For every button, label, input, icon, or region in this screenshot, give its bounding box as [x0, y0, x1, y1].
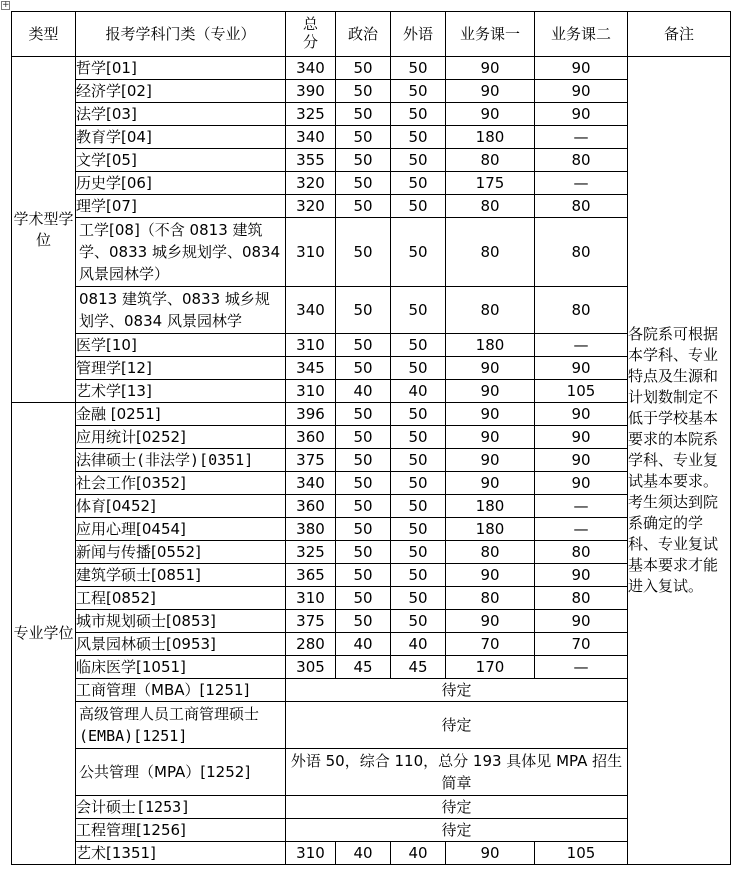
- politics-cell: 50: [336, 287, 391, 334]
- language-cell: 50: [391, 334, 446, 357]
- subject-cell: 体育[0452]: [76, 495, 286, 518]
- language-cell: 50: [391, 587, 446, 610]
- table-row: [12, 80, 731, 103]
- total-cell: 320: [286, 195, 336, 218]
- language-cell: 40: [391, 842, 446, 865]
- table-row: [12, 702, 731, 749]
- course2-cell: —: [535, 172, 628, 195]
- language-cell: 50: [391, 610, 446, 633]
- total-cell: 310: [286, 587, 336, 610]
- total-cell: 320: [286, 172, 336, 195]
- merged-score-cell: 待定: [286, 679, 628, 702]
- politics-cell: 50: [336, 80, 391, 103]
- table-row: [12, 426, 731, 449]
- header-politics: 政治: [336, 12, 391, 57]
- politics-cell: 50: [336, 403, 391, 426]
- course1-cell: 170: [446, 656, 535, 679]
- subject-cell: 医学[10]: [76, 334, 286, 357]
- language-cell: 50: [391, 172, 446, 195]
- header-course2: 业务课二: [535, 12, 628, 57]
- politics-cell: 50: [336, 518, 391, 541]
- table-row: [12, 842, 731, 865]
- subject-cell: 建筑学硕士[0851]: [76, 564, 286, 587]
- course1-cell: 90: [446, 380, 535, 403]
- table-row: [12, 587, 731, 610]
- subject-cell: 教育学[04]: [76, 126, 286, 149]
- course2-cell: 90: [535, 357, 628, 380]
- table-row: [12, 172, 731, 195]
- table-header-row: [12, 12, 731, 57]
- course2-cell: 80: [535, 287, 628, 334]
- politics-cell: 50: [336, 610, 391, 633]
- language-cell: 40: [391, 380, 446, 403]
- total-cell: 310: [286, 334, 336, 357]
- course2-cell: 80: [535, 541, 628, 564]
- subject-cell: 城市规划硕士[0853]: [76, 610, 286, 633]
- course2-cell: 80: [535, 587, 628, 610]
- total-cell: 340: [286, 472, 336, 495]
- course2-cell: 90: [535, 103, 628, 126]
- course1-cell: 80: [446, 287, 535, 334]
- course1-cell: 90: [446, 103, 535, 126]
- course2-cell: 90: [535, 610, 628, 633]
- course1-cell: 70: [446, 633, 535, 656]
- table-row: [12, 149, 731, 172]
- table-row: [12, 541, 731, 564]
- subject-cell: 新闻与传播[0552]: [76, 541, 286, 564]
- total-cell: 365: [286, 564, 336, 587]
- course1-cell: 90: [446, 610, 535, 633]
- course1-cell: 90: [446, 564, 535, 587]
- total-cell: 390: [286, 80, 336, 103]
- language-cell: 40: [391, 633, 446, 656]
- header-remarks: 备注: [628, 12, 731, 57]
- total-cell: 325: [286, 103, 336, 126]
- subject-cell: 应用心理[0454]: [76, 518, 286, 541]
- course2-cell: 80: [535, 218, 628, 287]
- subject-cell: 工程管理[1256]: [76, 819, 286, 842]
- total-cell: 340: [286, 287, 336, 334]
- language-cell: 50: [391, 103, 446, 126]
- course2-cell: 105: [535, 380, 628, 403]
- total-cell: 375: [286, 610, 336, 633]
- header-course1: 业务课一: [446, 12, 535, 57]
- politics-cell: 50: [336, 149, 391, 172]
- subject-cell: 艺术[1351]: [76, 842, 286, 865]
- politics-cell: 50: [336, 334, 391, 357]
- language-cell: 50: [391, 80, 446, 103]
- group-professional: 专业学位: [12, 403, 76, 865]
- subject-cell: 艺术学[13]: [76, 380, 286, 403]
- table-row: [12, 403, 731, 426]
- language-cell: 45: [391, 656, 446, 679]
- politics-cell: 50: [336, 57, 391, 80]
- politics-cell: 50: [336, 541, 391, 564]
- course2-cell: 105: [535, 842, 628, 865]
- total-cell: 310: [286, 842, 336, 865]
- subject-cell: 工商管理（MBA）[1251]: [76, 679, 286, 702]
- table-row: [12, 610, 731, 633]
- course1-cell: 175: [446, 172, 535, 195]
- score-requirements-table: [11, 11, 731, 865]
- language-cell: 50: [391, 449, 446, 472]
- subject-cell: 工学[08]（不含 0813 建筑学、0833 城乡规划学、0834 风景园林学）: [76, 218, 286, 287]
- politics-cell: 50: [336, 449, 391, 472]
- course2-cell: —: [535, 656, 628, 679]
- politics-cell: 50: [336, 587, 391, 610]
- course1-cell: 90: [446, 80, 535, 103]
- politics-cell: 50: [336, 357, 391, 380]
- table-row: [12, 287, 731, 334]
- total-cell: 340: [286, 57, 336, 80]
- course2-cell: 90: [535, 80, 628, 103]
- total-cell: 310: [286, 218, 336, 287]
- total-cell: 396: [286, 403, 336, 426]
- subject-cell: 法律硕士(非法学)[0351]: [76, 449, 286, 472]
- course2-cell: 90: [535, 564, 628, 587]
- subject-cell: 高级管理人员工商管理硕士(EMBA)[1251]: [76, 702, 286, 749]
- subject-cell: 文学[05]: [76, 149, 286, 172]
- header-total-text: 总分: [302, 15, 318, 51]
- course2-cell: 90: [535, 57, 628, 80]
- table-row: [12, 334, 731, 357]
- table-row: [12, 103, 731, 126]
- course2-cell: —: [535, 495, 628, 518]
- header-subject: 报考学科门类（专业）: [76, 12, 286, 57]
- course1-cell: 180: [446, 495, 535, 518]
- course1-cell: 90: [446, 472, 535, 495]
- subject-cell: 法学[03]: [76, 103, 286, 126]
- table-row: [12, 819, 731, 842]
- table-row: [12, 472, 731, 495]
- language-cell: 50: [391, 495, 446, 518]
- total-cell: 325: [286, 541, 336, 564]
- table-move-handle-icon[interactable]: +: [2, 0, 10, 10]
- politics-cell: 50: [336, 172, 391, 195]
- course1-cell: 90: [446, 57, 535, 80]
- total-cell: 340: [286, 126, 336, 149]
- course1-cell: 80: [446, 541, 535, 564]
- politics-cell: 45: [336, 656, 391, 679]
- header-type: 类型: [12, 12, 76, 57]
- table-row: [12, 518, 731, 541]
- merged-score-cell: 待定: [286, 702, 628, 749]
- table-row: [12, 564, 731, 587]
- table-row: [12, 57, 731, 80]
- course1-cell: 90: [446, 403, 535, 426]
- table-row: [12, 218, 731, 287]
- language-cell: 50: [391, 472, 446, 495]
- subject-cell: 临床医学[1051]: [76, 656, 286, 679]
- course2-cell: 90: [535, 449, 628, 472]
- table-row: [12, 633, 731, 656]
- course2-cell: 80: [535, 149, 628, 172]
- course2-cell: —: [535, 334, 628, 357]
- merged-score-cell: 外语 50，综合 110，总分 193 具体见 MPA 招生简章: [286, 749, 628, 796]
- total-cell: 280: [286, 633, 336, 656]
- subject-cell: 会计硕士[1253]: [76, 796, 286, 819]
- table-row: [12, 195, 731, 218]
- politics-cell: 40: [336, 380, 391, 403]
- table-row: [12, 126, 731, 149]
- course1-cell: 180: [446, 126, 535, 149]
- language-cell: 50: [391, 357, 446, 380]
- course2-cell: —: [535, 518, 628, 541]
- course1-cell: 90: [446, 426, 535, 449]
- table-row: [12, 495, 731, 518]
- language-cell: 50: [391, 287, 446, 334]
- course1-cell: 180: [446, 518, 535, 541]
- subject-cell: 哲学[01]: [76, 57, 286, 80]
- table-row: [12, 679, 731, 702]
- course1-cell: 80: [446, 587, 535, 610]
- table-row: [12, 656, 731, 679]
- merged-score-cell: 待定: [286, 796, 628, 819]
- politics-cell: 50: [336, 218, 391, 287]
- table-row: [12, 749, 731, 796]
- subject-cell: 0813 建筑学、0833 城乡规划学、0834 风景园林学: [76, 287, 286, 334]
- course1-cell: 180: [446, 334, 535, 357]
- subject-cell: 管理学[12]: [76, 357, 286, 380]
- language-cell: 50: [391, 149, 446, 172]
- table-row: [12, 796, 731, 819]
- course1-cell: 80: [446, 195, 535, 218]
- politics-cell: 50: [336, 126, 391, 149]
- course2-cell: 70: [535, 633, 628, 656]
- politics-cell: 50: [336, 472, 391, 495]
- group-academic: 学术型学位: [12, 57, 76, 403]
- total-cell: 305: [286, 656, 336, 679]
- course2-cell: 90: [535, 426, 628, 449]
- header-language: 外语: [391, 12, 446, 57]
- total-cell: 360: [286, 495, 336, 518]
- header-total: [286, 12, 336, 57]
- course1-cell: 80: [446, 218, 535, 287]
- remarks-cell: 各院系可根据本学科、专业特点及生源和计划数制定不低于学校基本要求的本院系学科、专业复试基本要求。考生须达到院系确定的学科、专业复试基本要求才能进入复试。: [628, 57, 731, 865]
- course2-cell: 90: [535, 472, 628, 495]
- total-cell: 375: [286, 449, 336, 472]
- politics-cell: 50: [336, 195, 391, 218]
- course1-cell: 80: [446, 149, 535, 172]
- total-cell: 355: [286, 149, 336, 172]
- subject-cell: 金融 [0251]: [76, 403, 286, 426]
- politics-cell: 50: [336, 495, 391, 518]
- course2-cell: 80: [535, 195, 628, 218]
- language-cell: 50: [391, 541, 446, 564]
- language-cell: 50: [391, 426, 446, 449]
- course1-cell: 90: [446, 842, 535, 865]
- subject-cell: 公共管理（MPA）[1252]: [76, 749, 286, 796]
- table-row: [12, 380, 731, 403]
- subject-cell: 理学[07]: [76, 195, 286, 218]
- politics-cell: 50: [336, 564, 391, 587]
- course1-cell: 90: [446, 449, 535, 472]
- language-cell: 50: [391, 57, 446, 80]
- language-cell: 50: [391, 195, 446, 218]
- politics-cell: 40: [336, 633, 391, 656]
- politics-cell: 50: [336, 103, 391, 126]
- total-cell: 345: [286, 357, 336, 380]
- subject-cell: 风景园林硕士[0953]: [76, 633, 286, 656]
- language-cell: 50: [391, 564, 446, 587]
- subject-cell: 社会工作[0352]: [76, 472, 286, 495]
- total-cell: 310: [286, 380, 336, 403]
- subject-cell: 经济学[02]: [76, 80, 286, 103]
- total-cell: 360: [286, 426, 336, 449]
- language-cell: 50: [391, 126, 446, 149]
- language-cell: 50: [391, 518, 446, 541]
- politics-cell: 40: [336, 842, 391, 865]
- course2-cell: —: [535, 126, 628, 149]
- subject-cell: 历史学[06]: [76, 172, 286, 195]
- table-row: [12, 357, 731, 380]
- merged-score-cell: 待定: [286, 819, 628, 842]
- language-cell: 50: [391, 403, 446, 426]
- subject-cell: 工程[0852]: [76, 587, 286, 610]
- course1-cell: 90: [446, 357, 535, 380]
- language-cell: 50: [391, 218, 446, 287]
- table-row: [12, 449, 731, 472]
- politics-cell: 50: [336, 426, 391, 449]
- total-cell: 380: [286, 518, 336, 541]
- course2-cell: 90: [535, 403, 628, 426]
- subject-cell: 应用统计[0252]: [76, 426, 286, 449]
